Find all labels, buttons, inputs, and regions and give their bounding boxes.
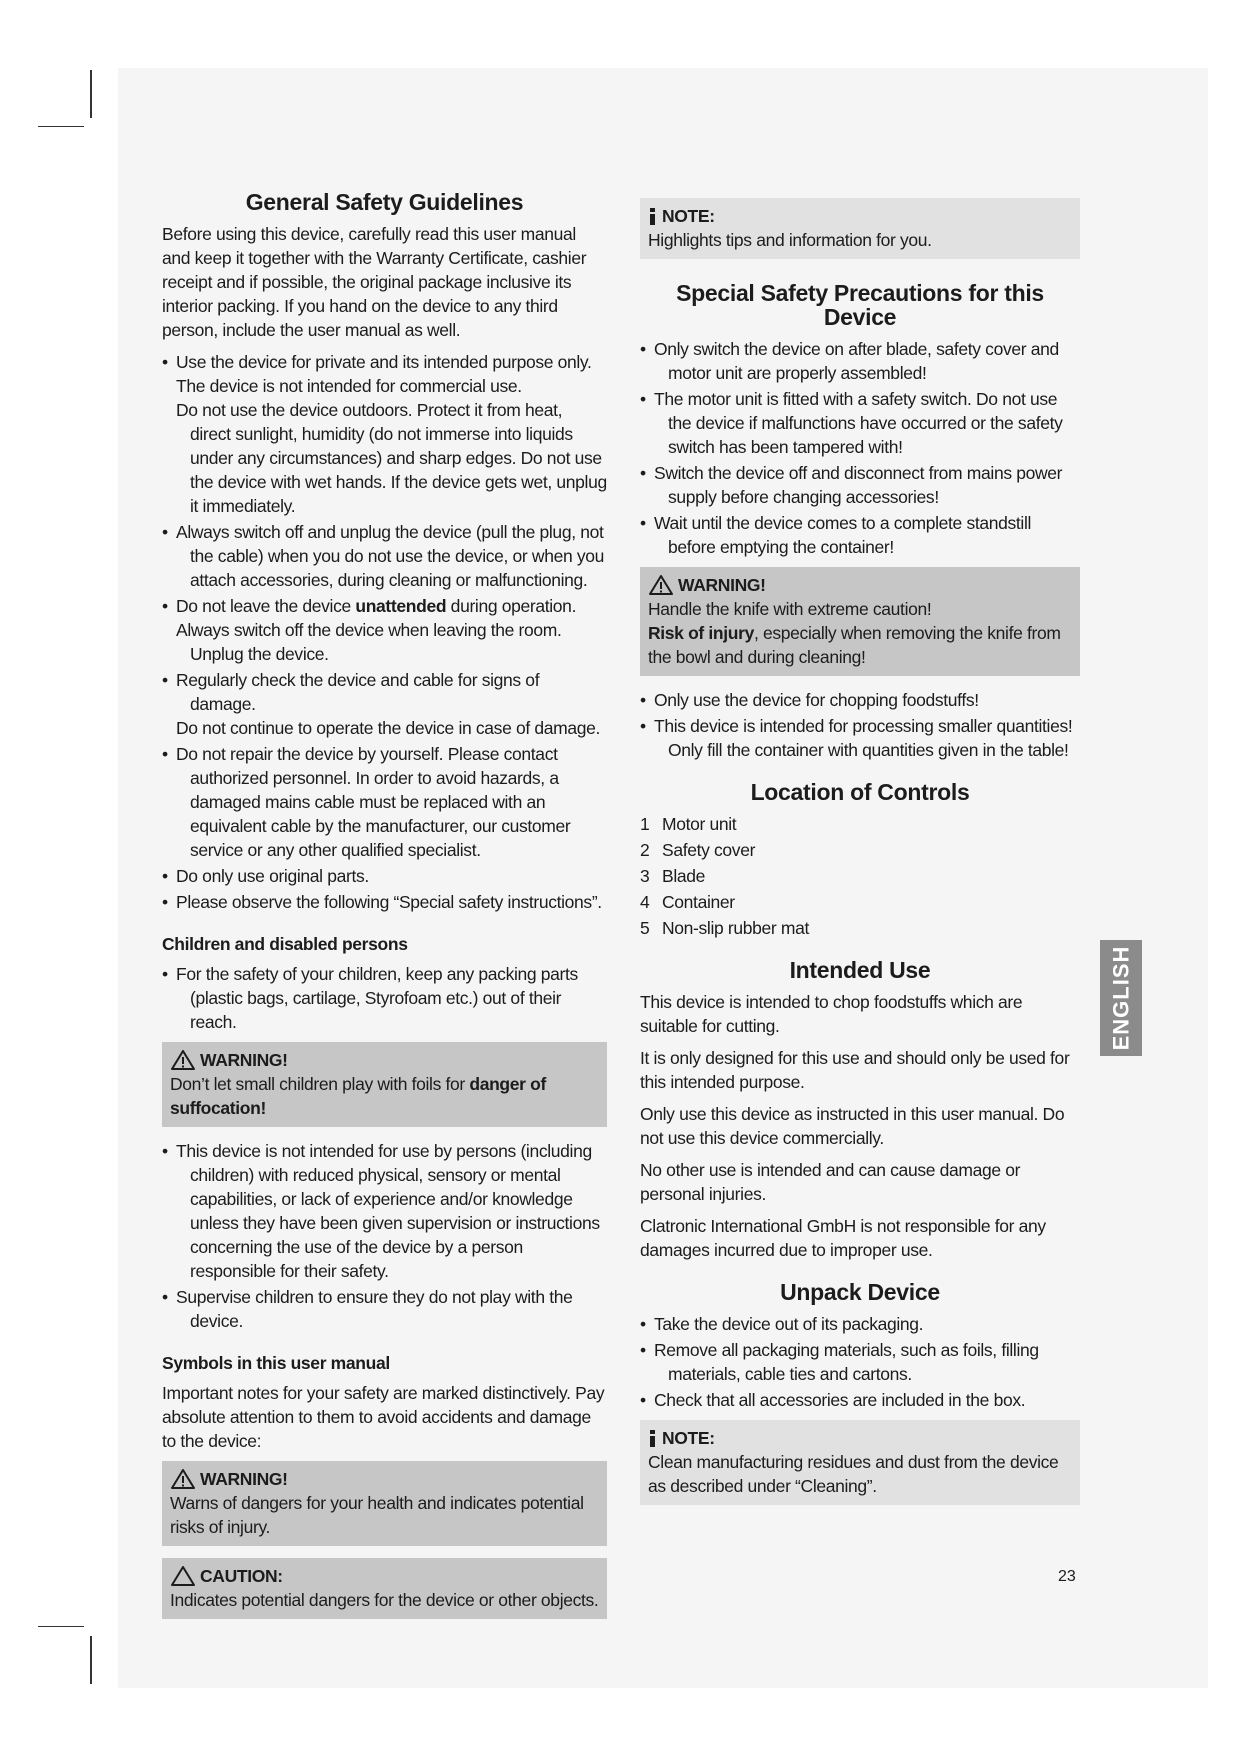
general-safety-title: General Safety Guidelines: [245, 189, 524, 215]
list-item: • Do not repair the device by yourself. Please contact authorized personnel. In order to avoid hazards, a damaged mains cable must be replaced with an equivalent cable by the manufacturer, our customer service or any other qualified specialist.: [162, 742, 607, 862]
warning-box-knife: WARNING! Handle the knife with extreme caution! Risk of injury, especially when removing the knife from the bowl and during cleaning!: [640, 567, 1080, 676]
language-tab: ENGLISH: [1100, 940, 1142, 1056]
note-box-tips: NOTE: Highlights tips and information for you.: [640, 198, 1080, 259]
list-item: 3 Blade: [640, 866, 706, 886]
intended-use-title: Intended Use: [789, 957, 931, 983]
info-icon: [648, 1427, 658, 1449]
intended-paragraph: Only use this device as instructed in this user manual. Do not use this device commercially.: [640, 1104, 1065, 1148]
list-item: • The motor unit is fitted with a safety switch. Do not use the device if malfunctions have occurred or the safety switch has been tampered with!: [640, 387, 1080, 459]
list-item: • Please observe the following “Special safety instructions”.: [162, 890, 607, 914]
list-item: • Remove all packaging materials, such as foils, filling materials, cable ties and cartons.: [640, 1338, 1080, 1386]
left-column: [162, 190, 607, 1631]
list-item: • Supervise children to ensure they do not play with the device.: [162, 1285, 607, 1333]
list-item: • This device is intended for processing smaller quantities! Only fill the container with quantities given in the table!: [640, 714, 1080, 762]
intro-paragraph: Before using this device, carefully read this user manual and keep it together with the Warranty Certificate, cashier receipt and if possible, the original package inclusive its interior packing. If you hand on the device to any third person, include the user manual as well.: [162, 224, 587, 340]
list-item: 5 Non-slip rubber mat: [640, 918, 810, 938]
symbols-intro: Important notes for your safety are marked distinctively. Pay absolute attention to them to avoid accidents and damage to the device:: [162, 1383, 605, 1451]
warning-triangle-icon: [170, 1049, 196, 1071]
symbols-heading: Symbols in this user manual: [162, 1353, 390, 1373]
list-item: • This device is not intended for use by persons (including children) with reduced physical, sensory or mental capabilities, or lack of experience and/or knowledge unless they have been given supervision or instructions concerning the use of the device by a person responsible for their safety.: [162, 1139, 607, 1283]
general-bullets: [162, 350, 607, 914]
children-heading: Children and disabled persons: [162, 934, 408, 954]
list-item: • Regularly check the device and cable for signs of damage. Do not continue to operate the device in case of damage.: [162, 668, 607, 740]
list-item: • Do only use original parts.: [162, 864, 607, 888]
right-column: [640, 190, 1080, 1517]
note-box-cleaning: NOTE: Clean manufacturing residues and dust from the device as described under “Cleaning”.: [640, 1420, 1080, 1505]
warning-box-suffocation: WARNING! Don’t let small children play with foils for danger of suffocation!: [162, 1042, 607, 1127]
list-item: • Switch the device off and disconnect from mains power supply before changing accessories!: [640, 461, 1080, 509]
list-item: • Only use the device for chopping foodstuffs!: [640, 688, 1080, 712]
special-safety-title: Special Safety Precautions for this Device: [676, 280, 1044, 330]
list-item: • Check that all accessories are included in the box.: [640, 1388, 1080, 1412]
list-item: • For the safety of your children, keep any packing parts (plastic bags, cartilage, Styrofoam etc.) out of their reach.: [162, 962, 607, 1034]
location-controls-title: Location of Controls: [750, 779, 970, 805]
list-item: 1 Motor unit: [640, 814, 737, 834]
list-item: • Only switch the device on after blade, safety cover and motor unit are properly assembled!: [640, 337, 1080, 385]
list-item: • Take the device out of its packaging.: [640, 1312, 1080, 1336]
list-item: • Use the device for private and its intended purpose only. The device is not intended for commercial use. Do not use the device outdoors. Protect it from heat, direct sunlight, humidity (do not immerse into liquids under any circumstances) and sharp edges. Do not use the device with wet hands. If the device gets wet, unplug it immediately.: [162, 350, 607, 518]
unpack-device-title: Unpack Device: [780, 1279, 940, 1305]
warning-triangle-icon: [648, 574, 674, 596]
info-icon: [648, 205, 658, 227]
intended-paragraph: No other use is intended and can cause damage or personal injuries.: [640, 1160, 1021, 1204]
list-item: 2 Safety cover: [640, 840, 756, 860]
caution-triangle-icon: [170, 1565, 196, 1587]
list-item: • Wait until the device comes to a complete standstill before emptying the container!: [640, 511, 1080, 559]
warning-triangle-icon: [170, 1468, 196, 1490]
warning-box-symbol: WARNING! Warns of dangers for your health and indicates potential risks of injury.: [162, 1461, 607, 1546]
intended-paragraph: This device is intended to chop foodstuffs which are suitable for cutting.: [640, 992, 1023, 1036]
intended-paragraph: Clatronic International GmbH is not responsible for any damages incurred due to improper use.: [640, 1216, 1046, 1260]
intended-paragraph: It is only designed for this use and should only be used for this intended purpose.: [640, 1048, 1070, 1092]
list-item: 4 Container: [640, 892, 735, 912]
caution-box: CAUTION: Indicates potential dangers for the device or other objects.: [162, 1558, 607, 1619]
list-item: • Do not leave the device unattended during operation. Always switch off the device when leaving the room. Unplug the device.: [162, 594, 607, 666]
page-number: 23: [1058, 1568, 1076, 1585]
list-item: • Always switch off and unplug the device (pull the plug, not the cable) when you do not use the device, or when you attach accessories, during cleaning or malfunctioning.: [162, 520, 607, 592]
controls-list: [640, 812, 1080, 940]
